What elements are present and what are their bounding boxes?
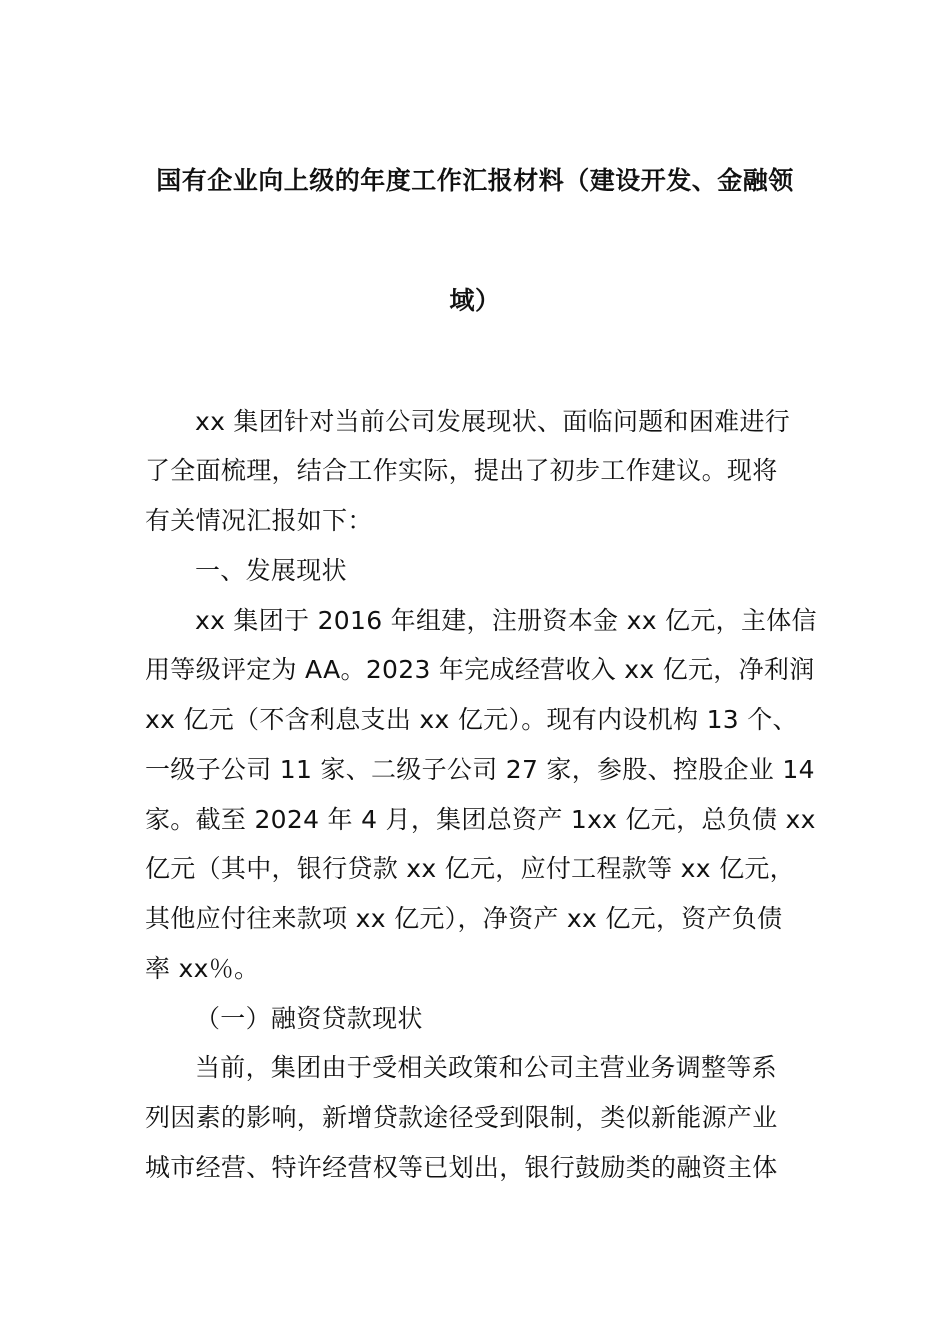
paragraph-financing-line-3: 城市经营、特许经营权等已划出，银行鼓励类的融资主体: [145, 1153, 778, 1182]
paragraph-status-line-3: xx 亿元（不含利息支出 xx 亿元）。现有内设机构 13 个、: [145, 705, 798, 734]
document-title-line-2: 域）: [449, 286, 501, 315]
paragraph-financing-line-2: 列因素的影响，新增贷款途径受到限制，类似新能源产业: [145, 1103, 778, 1132]
paragraph-status-line-2: 用等级评定为 AA。2023 年完成经营收入 xx 亿元，净利润: [145, 655, 815, 684]
paragraph-status-line-6: 亿元（其中，银行贷款 xx 亿元，应付工程款等 xx 亿元，: [145, 854, 795, 883]
paragraph-status-line-8: 率 xx％。: [145, 954, 260, 983]
paragraph-status-line-1: xx 集团于 2016 年组建，注册资本金 xx 亿元，主体信: [195, 606, 817, 635]
subsection-heading-1: （一）融资贷款现状: [195, 1004, 423, 1033]
paragraph-intro-line-2: 了全面梳理，结合工作实际，提出了初步工作建议。现将: [145, 456, 778, 485]
document-title-line-1: 国有企业向上级的年度工作汇报材料（建设开发、金融领: [156, 166, 794, 195]
paragraph-financing-line-1: 当前，集团由于受相关政策和公司主营业务调整等系: [195, 1053, 777, 1082]
paragraph-intro-line-1: xx 集团针对当前公司发展现状、面临问题和困难进行: [195, 407, 791, 436]
paragraph-status-line-7: 其他应付往来款项 xx 亿元），净资产 xx 亿元，资产负债: [145, 904, 783, 933]
paragraph-intro-line-3: 有关情况汇报如下：: [145, 506, 373, 535]
section-heading-1: 一、发展现状: [195, 556, 347, 585]
paragraph-status-line-4: 一级子公司 11 家、二级子公司 27 家，参股、控股企业 14: [145, 755, 815, 784]
paragraph-status-line-5: 家。截至 2024 年 4 月，集团总资产 1xx 亿元，总负债 xx: [145, 805, 816, 834]
